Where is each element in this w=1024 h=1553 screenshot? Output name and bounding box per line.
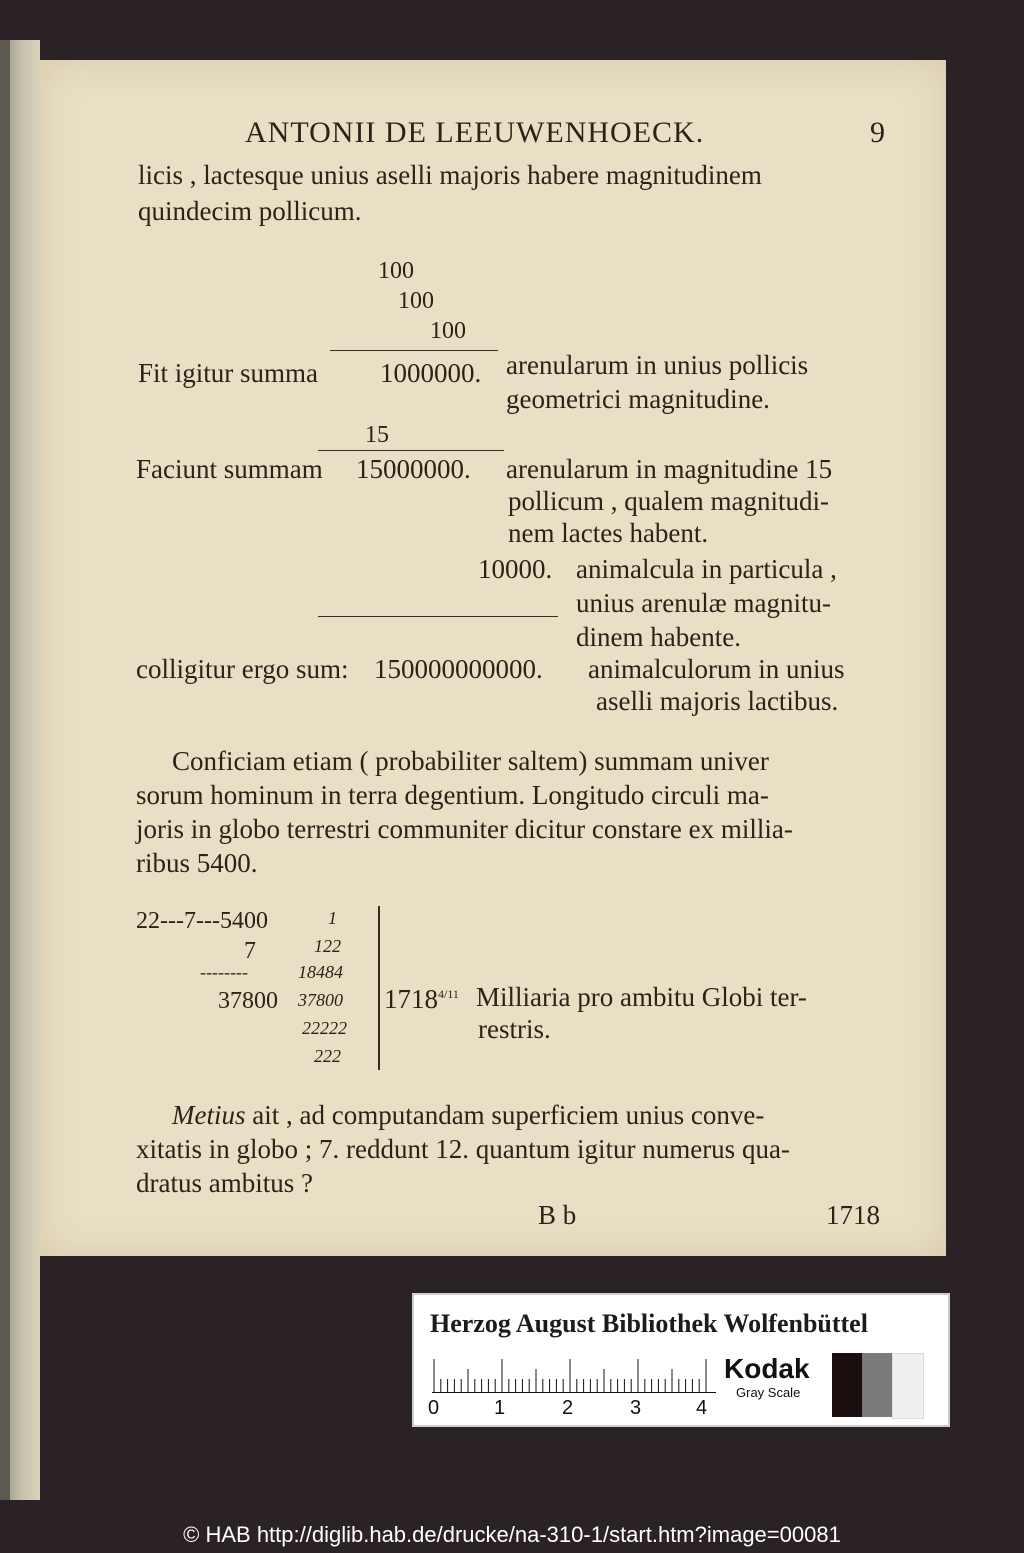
body-text: ait , ad computandam superficiem unius conve- <box>245 1100 765 1130</box>
total-value: 15000000. <box>356 454 471 484</box>
swatch-light <box>892 1353 924 1419</box>
scratch-figure: 1 <box>328 908 337 928</box>
ruler-labels <box>424 1397 724 1423</box>
body-line: sorum hominum in terra degentium. Longitudo circuli ma- <box>136 780 769 810</box>
circumference-value <box>384 984 459 1015</box>
animal-text: dinem habente. <box>576 622 741 652</box>
scratch-figure: 37800 <box>298 990 343 1010</box>
calc-divider <box>378 906 380 1070</box>
body-line: xitatis in globo ; 7. reddunt 12. quantum igitur numerus qua- <box>136 1134 790 1164</box>
sum-value: 1000000. <box>380 358 482 388</box>
scratch-figure: 18484 <box>298 962 343 982</box>
book-page <box>40 60 946 1256</box>
sum-text: geometrici magnitudine. <box>506 384 770 414</box>
calc-line: -------- <box>200 962 248 982</box>
factor: 100 <box>430 318 466 344</box>
body-line: licis , lactesque unius aselli majoris habere magnitudinem <box>138 160 762 190</box>
scratch-figure: 222 <box>314 1046 341 1066</box>
kodak-logo: Kodak <box>724 1353 810 1384</box>
running-head: ANTONII DE LEEUWENHOECK. <box>245 116 705 149</box>
result-rule <box>318 616 558 617</box>
circumference-text: restris. <box>478 1014 551 1044</box>
result-text: aselli majoris lactibus. <box>596 686 839 716</box>
body-line <box>172 1100 764 1131</box>
author-name: Metius <box>172 1100 246 1130</box>
total-text: nem lactes habent. <box>508 518 709 548</box>
scratch-figure: 22222 <box>302 1018 347 1038</box>
body-line: dratus ambitus ? <box>136 1168 313 1198</box>
sum-label: Fit igitur summa <box>138 358 319 388</box>
multiplier: 15 <box>365 422 389 448</box>
animal-text: animalcula in particula , <box>576 554 837 584</box>
body-line: quindecim pollicum. <box>138 196 362 226</box>
signature-mark: B b <box>538 1200 577 1230</box>
body-line: joris in globo terrestri communiter dicitur constare ex millia- <box>136 814 793 844</box>
catchword: 1718 <box>826 1200 880 1230</box>
factor: 100 <box>398 288 434 314</box>
result-value: 150000000000. <box>374 654 543 684</box>
factor: 100 <box>378 258 414 284</box>
total-text: pollicum , qualem magnitudi- <box>508 486 829 516</box>
gray-scale-label: Gray Scale <box>736 1385 801 1400</box>
calc-line: 7 <box>244 938 256 964</box>
circumference-fraction: 4/11 <box>438 987 459 1001</box>
body-line: ribus 5400. <box>136 848 258 878</box>
swatch-dark <box>832 1353 862 1417</box>
circumference-integer: 1718 <box>384 984 438 1014</box>
ruler-label: 0 <box>428 1397 440 1419</box>
book-spine <box>0 40 10 1500</box>
ruler-label: 4 <box>696 1397 708 1419</box>
result-text: animalculorum in unius <box>588 654 845 684</box>
swatch-mid <box>862 1353 892 1417</box>
ruler-label: 2 <box>562 1397 574 1419</box>
page-number: 9 <box>870 116 885 149</box>
calc-line: 22---7---5400 <box>136 908 268 934</box>
sum-text: arenularum in unius pollicis <box>506 350 809 380</box>
animal-value: 10000. <box>478 554 553 584</box>
result-label: colligitur ergo sum: <box>136 654 349 684</box>
ruler-label: 1 <box>494 1397 506 1419</box>
total-label: Faciunt summam <box>136 454 323 484</box>
ruler-label: 3 <box>630 1397 642 1419</box>
sum-rule <box>330 350 498 351</box>
reference-card <box>412 1293 950 1427</box>
scale-ruler <box>432 1353 716 1393</box>
total-text: arenularum in magnitudine 15 <box>506 454 833 484</box>
body-line: Conficiam etiam ( probabiliter saltem) summam univer <box>172 746 769 776</box>
circumference-text: Milliaria pro ambitu Globi ter- <box>476 982 807 1012</box>
scratch-figure: 122 <box>314 936 341 956</box>
animal-text: unius arenulæ magnitu- <box>576 588 831 618</box>
calc-line: 37800 <box>218 988 278 1014</box>
copyright-footer: © HAB http://diglib.hab.de/drucke/na-310-1/start.htm?image=00081 <box>183 1522 841 1547</box>
total-rule <box>318 450 504 451</box>
library-name: Herzog August Bibliothek Wolfenbüttel <box>430 1309 868 1338</box>
